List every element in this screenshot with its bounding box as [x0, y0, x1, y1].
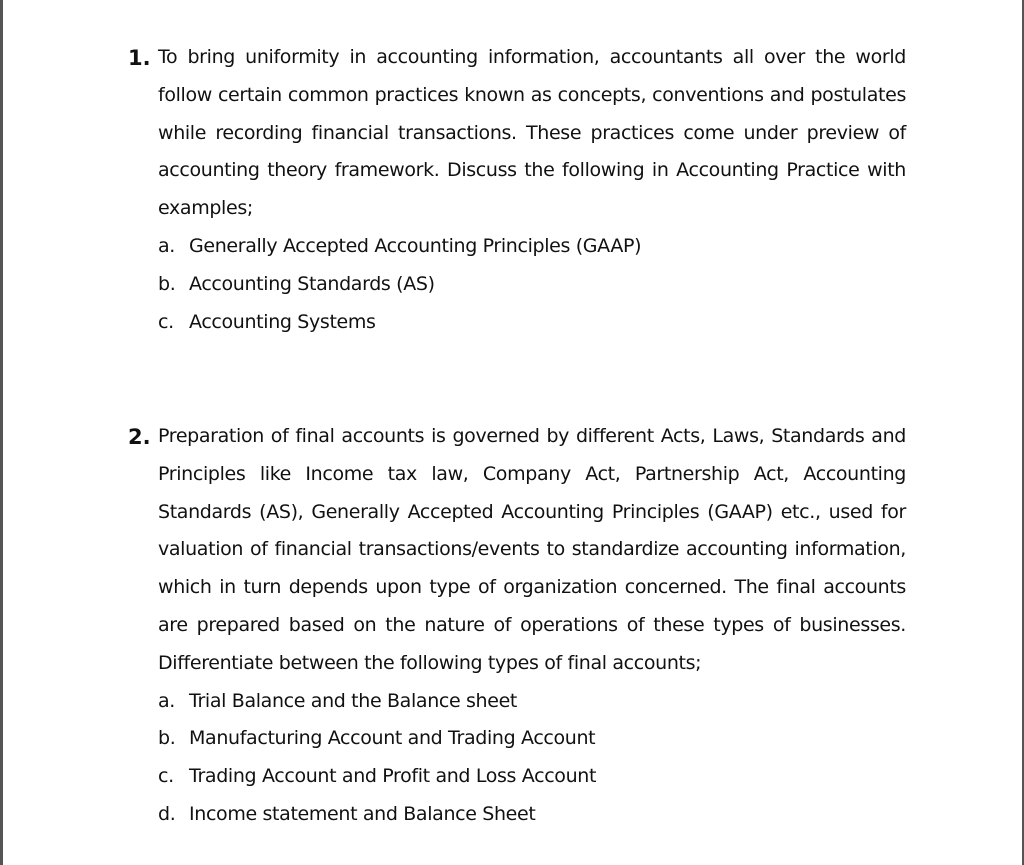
sub-question-item	[158, 683, 906, 721]
page-left-border	[0, 0, 3, 865]
question-1	[128, 39, 906, 341]
sub-question-text: Generally Accepted Accounting Principles (GAAP)	[189, 234, 642, 257]
sub-question-letter: c.	[158, 765, 174, 788]
sub-question-text: Accounting Standards (AS)	[189, 272, 435, 295]
question-text: To bring uniformity in accounting information, accountants all over the world follow certain common practices known as concepts, conventions and postulates while recording financial transactions. These practices come under preview of accounting theory framework. Discuss the following in Accounting Practice with examples;	[158, 46, 906, 220]
sub-question-letter: c.	[158, 310, 174, 333]
sub-question-letter: a.	[158, 234, 175, 257]
sub-question-list	[128, 228, 906, 341]
sub-question-text: Trading Account and Profit and Loss Account	[189, 765, 597, 788]
sub-question-text: Income statement and Balance Sheet	[189, 802, 536, 825]
sub-question-letter: a.	[158, 689, 175, 712]
sub-question-item	[158, 796, 906, 834]
sub-question-list	[128, 683, 906, 834]
sub-question-letter: b.	[158, 727, 176, 750]
sub-question-item	[158, 758, 906, 796]
sub-question-item	[158, 266, 906, 304]
sub-question-letter: b.	[158, 272, 176, 295]
sub-question-item	[158, 228, 906, 266]
question-text: Preparation of final accounts is governed by different Acts, Laws, Standards and Principles like Income tax law, Company Act, Partnership Act, Accounting Standards (AS), Generally Accepted Accounting Principles (GAAP) etc., used for valuation of financial transactions/events to standardize accounting information, which in turn depends upon type of organization concerned. The final accounts are prepared based on the nature of operations of these types of businesses. Differentiate between the following types of final accounts;	[158, 425, 906, 674]
sub-question-text: Manufacturing Account and Trading Account	[189, 727, 596, 750]
question-2	[128, 418, 906, 834]
question-number: 1.	[128, 46, 151, 70]
sub-question-item	[158, 720, 906, 758]
sub-question-letter: d.	[158, 802, 176, 825]
sub-question-text: Trial Balance and the Balance sheet	[189, 689, 518, 712]
sub-question-item	[158, 304, 906, 342]
sub-question-text: Accounting Systems	[189, 310, 376, 333]
question-number: 2.	[128, 425, 151, 449]
